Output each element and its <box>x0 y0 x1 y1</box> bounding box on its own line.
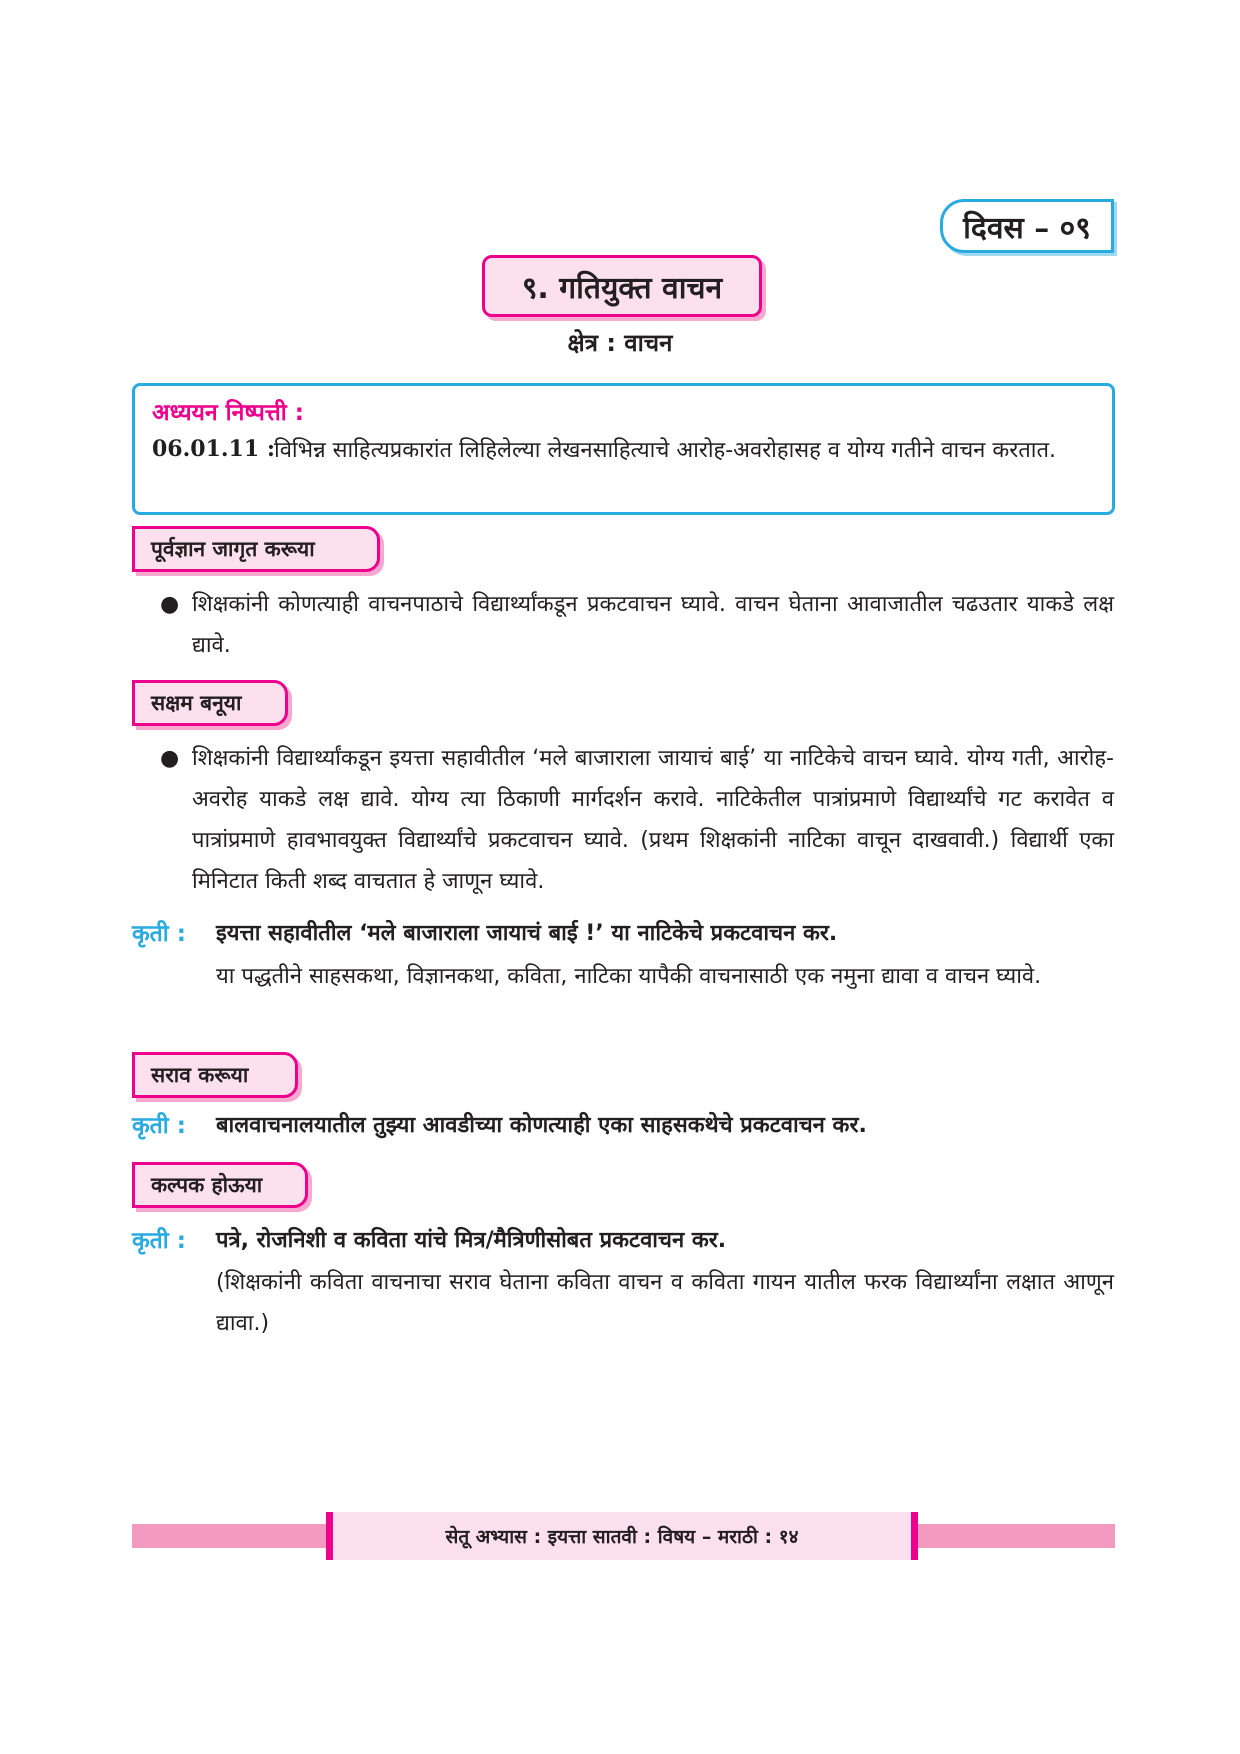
learning-outcome-code: 06.01.11 : <box>152 436 275 462</box>
section-tag-become-capable: सक्षम बनूया <box>132 680 288 726</box>
learning-outcome-text: विभिन्न साहित्यप्रकारांत लिहिलेल्या लेखनसाहित्याचे आरोह-अवरोहासह व योग्य गतीने वाचन करतात. <box>274 438 1057 463</box>
day-tag: दिवस – ०९ <box>940 199 1114 253</box>
activity-label: कृती : <box>132 1113 186 1139</box>
activity-instruction: बालवाचनालयातील तुझ्या आवडीच्या कोणत्याही एका साहसकथेचे प्रकटवाचन कर. <box>216 1113 867 1138</box>
become-capable-text: शिक्षकांनी विद्यार्थ्यांकडून इयत्ता सहावीतील ‘मले बाजाराला जायाचं बाई’ या नाटिकेचे वाचन घ्यावे. योग्य गती, आरोह-अवरोह याकडे लक्ष द्यावे. योग्य त्या ठिकाणी मार्गदर्शन करावे. नाटिकेतील पात्रांप्रमाणे विद्यार्थ्यांचे गट करावेत व पात्रांप्रमाणे हावभावयुक्त विद्यार्थ्यांचे प्रकटवाचन घ्यावे. (प्रथम शिक्षकांनी नाटिका वाचून दाखवावी.) विद्यार्थी एका मिनिटात किती शब्द वाचतात हे जाणून घ्यावे. <box>192 746 1114 894</box>
activity-label: कृती : <box>132 1228 186 1254</box>
bullet-dot: ● <box>160 592 180 617</box>
prior-knowledge-text: शिक्षकांनी कोणत्याही वाचनपाठाचे विद्यार्थ्यांकडून प्रकटवाचन घ्यावे. वाचन घेताना आवाजातील चढउतार याकडे लक्ष द्यावे. <box>192 592 1114 658</box>
activity-label: कृती : <box>132 921 186 947</box>
section-tag-prior-knowledge: पूर्वज्ञान जागृत करूया <box>132 526 380 572</box>
learning-outcome-heading: अध्ययन निष्पत्ती : <box>152 400 304 426</box>
section-tag-practice: सराव करूया <box>132 1052 298 1098</box>
area-line: क्षेत्र : वाचन <box>567 329 673 357</box>
activity-note: या पद्धतीने साहसकथा, विज्ञानकथा, कविता, नाटिका यापैकी वाचनासाठी एक नमुना द्यावा व वाचन घ्यावे. <box>216 964 1042 989</box>
activity-instruction: पत्रे, रोजनिशी व कविता यांचे मित्र/मैत्रिणीसोबत प्रकटवाचन कर. <box>216 1228 727 1253</box>
activity-note: (शिक्षकांनी कविता वाचनाचा सराव घेताना कविता वाचन व कविता गायन यातील फरक विद्यार्थ्यांना लक्षात आणून द्यावा.) <box>216 1270 1114 1336</box>
activity-instruction: इयत्ता सहावीतील ‘मले बाजाराला जायाचं बाई !’ या नाटिकेचे प्रकटवाचन कर. <box>216 921 838 946</box>
section-tag-creative: कल्पक होऊया <box>132 1162 308 1208</box>
bullet-dot: ● <box>160 746 180 771</box>
footer-text: सेतू अभ्यास : इयत्ता सातवी : विषय – मराठी : १४ <box>326 1512 918 1560</box>
chapter-title: ९. गतियुक्त वाचन <box>482 255 762 317</box>
